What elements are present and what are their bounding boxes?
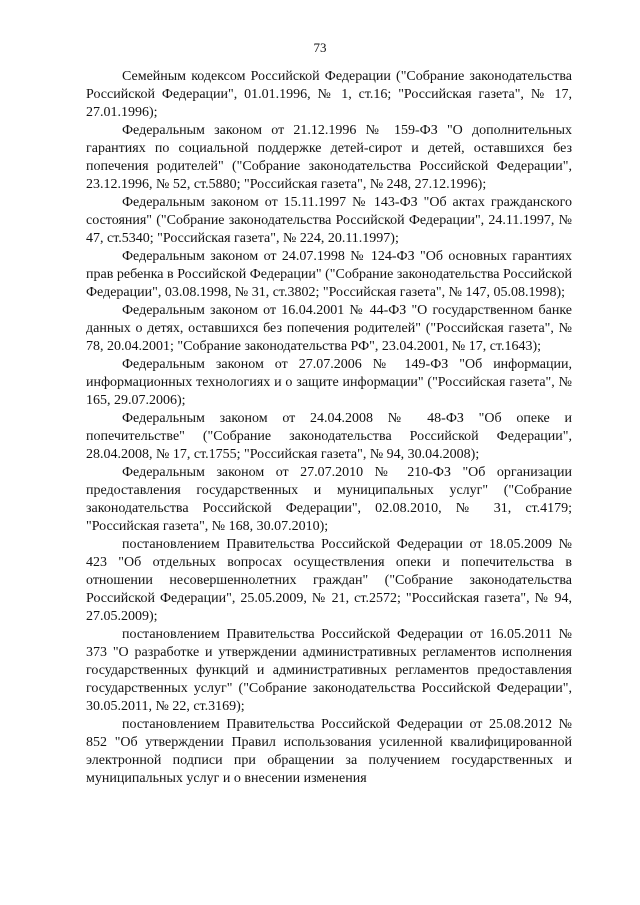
- paragraph-law-143fz: Федеральным законом от 15.11.1997 № 143-ФЗ "Об актах гражданского состояния" ("Собрание законодательства Российской Федерации", 24.11.1997, № 47, ст.5340; "Российская газета", № 224, 20.11.1997);: [86, 195, 572, 246]
- paragraph-law-124fz: Федеральным законом от 24.07.1998 № 124-ФЗ "Об основных гарантиях прав ребенка в Российской Федерации" ("Собрание законодательства Российской Федерации", 03.08.1998, № 31, ст.3802; "Российская газета", № 147, 05.08.1998);: [86, 249, 572, 300]
- paragraph-law-149fz: Федеральным законом от 27.07.2006 № 149-ФЗ "Об информации, информационных технологиях и о защите информации" ("Российская газета", № 165, 29.07.2006);: [86, 357, 572, 408]
- paragraph-law-48fz: Федеральным законом от 24.04.2008 № 48-ФЗ "Об опеке и попечительстве" ("Собрание законодательства Российской Федерации", 28.04.2008, № 17, ст.1755; "Российская газета", № 94, 30.04.2008);: [86, 411, 572, 462]
- document-body: [86, 68, 572, 788]
- paragraph-law-159fz: Федеральным законом от 21.12.1996 № 159-ФЗ "О дополнительных гарантиях по социальной поддержке детей-сирот и детей, оставшихся без попечения родителей" ("Собрание законодательства Российской Федерации", 23.12.1996, № 52, ст.5880; "Российская газета", № 248, 27.12.1996);: [86, 123, 572, 192]
- paragraph-decree-852: постановлением Правительства Российской Федерации от 25.08.2012 № 852 "Об утверждении Правил использования усиленной квалифицированной электронной подписи при обращении за получением государственных и муниципальных услуг и о внесении изменения: [86, 717, 572, 786]
- paragraph-decree-373: постановлением Правительства Российской Федерации от 16.05.2011 № 373 "О разработке и утверждении административных регламентов исполнения государственных функций и административных регламентов предоставления государственных услуг" ("Собрание законодательства Российской Федерации", 30.05.2011, № 22, ст.3169);: [86, 627, 572, 714]
- paragraph-law-210fz: Федеральным законом от 27.07.2010 № 210-ФЗ "Об организации предоставления государственных и муниципальных услуг" ("Собрание законодательства Российской Федерации", 02.08.2010, № 31, ст.4179; "Российская газета", № 168, 30.07.2010);: [86, 465, 572, 534]
- paragraph-decree-423: постановлением Правительства Российской Федерации от 18.05.2009 № 423 "Об отдельных вопросах осуществления опеки и попечительства в отношении несовершеннолетних граждан" ("Собрание законодательства Российской Федерации", 25.05.2009, № 21, ст.2572; "Российская газета", № 94, 27.05.2009);: [86, 537, 572, 624]
- paragraph-law-44fz: Федеральным законом от 16.04.2001 № 44-ФЗ "О государственном банке данных о детях, оставшихся без попечения родителей" ("Российская газета", № 78, 20.04.2001; "Собрание законодательства РФ", 23.04.2001, № 17, ст.1643);: [86, 303, 572, 354]
- page-number: 73: [313, 40, 327, 55]
- paragraph-family-code: Семейным кодексом Российской Федерации ("Собрание законодательства Российской Федерации", 01.01.1996, № 1, ст.16; "Российская газета", № 17, 27.01.1996);: [86, 69, 572, 120]
